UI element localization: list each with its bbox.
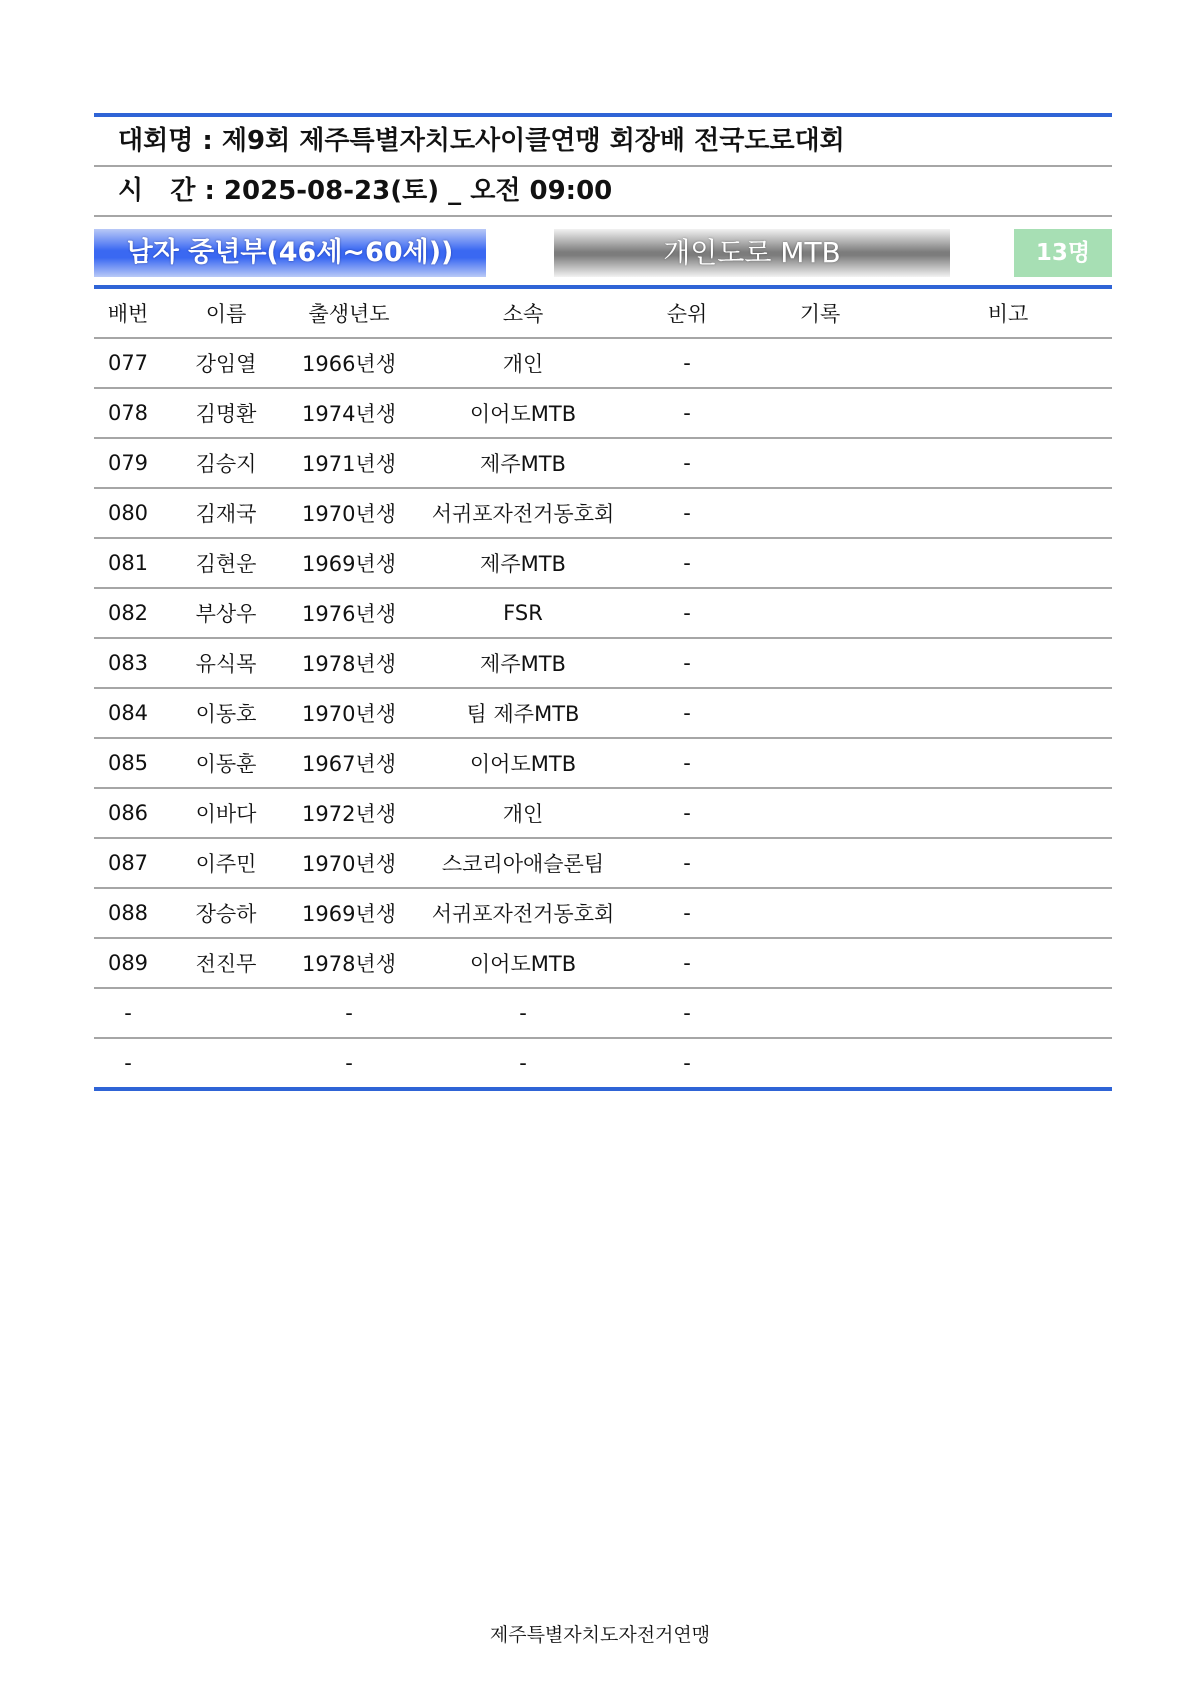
cell-name: 김명환 <box>162 388 290 438</box>
table-row <box>94 438 1112 488</box>
cell-note <box>904 638 1112 688</box>
cell-note <box>904 838 1112 888</box>
cell-record <box>736 338 904 388</box>
entrant-count-badge: 13명 <box>1014 229 1112 277</box>
time-label: 시 간 <box>118 176 196 206</box>
cell-club: - <box>408 988 638 1038</box>
table-row <box>94 488 1112 538</box>
cell-bib: 077 <box>94 338 162 388</box>
cell-birth-year: 1966년생 <box>290 338 408 388</box>
time-value: 2025-08-23(토) _ 오전 09:00 <box>223 176 613 206</box>
cell-note <box>904 788 1112 838</box>
cell-record <box>736 938 904 988</box>
col-header-note: 비고 <box>904 289 1112 338</box>
cell-record <box>736 838 904 888</box>
cell-club: 서귀포자전거동호회 <box>408 488 638 538</box>
cell-club: 팀 제주MTB <box>408 688 638 738</box>
col-header-birth-year: 출생년도 <box>290 289 408 338</box>
cell-bib: 080 <box>94 488 162 538</box>
cell-club: 이어도MTB <box>408 738 638 788</box>
cell-bib: 078 <box>94 388 162 438</box>
cell-name: 이동호 <box>162 688 290 738</box>
cell-bib: 086 <box>94 788 162 838</box>
cell-bib: - <box>94 988 162 1038</box>
event-label: 대회명 <box>118 126 194 156</box>
event-type-badge: 개인도로 MTB <box>554 229 950 277</box>
cell-bib: 081 <box>94 538 162 588</box>
table-header-row <box>94 289 1112 338</box>
footer-organization: 제주특별자치도자전거연맹 <box>489 1624 711 1646</box>
col-header-rank: 순위 <box>638 289 736 338</box>
cell-club: 서귀포자전거동호회 <box>408 888 638 938</box>
cell-record <box>736 538 904 588</box>
cell-rank: - <box>638 888 736 938</box>
cell-bib: 079 <box>94 438 162 488</box>
cell-record <box>736 1038 904 1088</box>
cell-bib: 083 <box>94 638 162 688</box>
cell-name <box>162 988 290 1038</box>
cell-name: 이동훈 <box>162 738 290 788</box>
cell-club: 스코리아애슬론팀 <box>408 838 638 888</box>
cell-rank: - <box>638 688 736 738</box>
cell-note <box>904 588 1112 638</box>
cell-record <box>736 588 904 638</box>
cell-note <box>904 738 1112 788</box>
cell-note <box>904 538 1112 588</box>
table-row <box>94 588 1112 638</box>
cell-name: 유식목 <box>162 638 290 688</box>
cell-birth-year: - <box>290 1038 408 1088</box>
cell-rank: - <box>638 588 736 638</box>
cell-record <box>736 638 904 688</box>
cell-rank: - <box>638 538 736 588</box>
cell-rank: - <box>638 638 736 688</box>
cell-birth-year: 1972년생 <box>290 788 408 838</box>
cell-bib: 089 <box>94 938 162 988</box>
cell-club: 이어도MTB <box>408 938 638 988</box>
table-row <box>94 538 1112 588</box>
cell-name: 김재국 <box>162 488 290 538</box>
time-line: 시 간 : 2025-08-23(토) _ 오전 09:00 <box>118 176 613 206</box>
cell-club: 제주MTB <box>408 638 638 688</box>
table-row <box>94 388 1112 438</box>
category-bar <box>94 229 1112 285</box>
header-divider-bottom <box>94 215 1112 217</box>
event-name-line: 대회명 : 제9회 제주특별자치도사이클연맹 회장배 전국도로대회 <box>118 126 845 156</box>
cell-note <box>904 338 1112 388</box>
cell-record <box>736 988 904 1038</box>
bottom-blue-rule <box>94 1087 1112 1091</box>
cell-rank: - <box>638 988 736 1038</box>
cell-birth-year: 1978년생 <box>290 638 408 688</box>
cell-name: 전진무 <box>162 938 290 988</box>
cell-name: 부상우 <box>162 588 290 638</box>
cell-record <box>736 688 904 738</box>
cell-record <box>736 738 904 788</box>
cell-birth-year: 1970년생 <box>290 488 408 538</box>
entry-table <box>94 289 1112 1089</box>
cell-note <box>904 488 1112 538</box>
cell-club: - <box>408 1038 638 1088</box>
cell-birth-year: - <box>290 988 408 1038</box>
cell-note <box>904 1038 1112 1088</box>
cell-rank: - <box>638 938 736 988</box>
col-header-club: 소속 <box>408 289 638 338</box>
cell-name: 장승하 <box>162 888 290 938</box>
table-row <box>94 738 1112 788</box>
table-row <box>94 788 1112 838</box>
cell-birth-year: 1967년생 <box>290 738 408 788</box>
cell-club: 이어도MTB <box>408 388 638 438</box>
cell-note <box>904 388 1112 438</box>
table-row <box>94 688 1112 738</box>
cell-name: 이주민 <box>162 838 290 888</box>
cell-bib: 088 <box>94 888 162 938</box>
table-row <box>94 988 1112 1038</box>
cell-rank: - <box>638 788 736 838</box>
cell-record <box>736 488 904 538</box>
cell-birth-year: 1974년생 <box>290 388 408 438</box>
cell-rank: - <box>638 388 736 438</box>
cell-bib: 087 <box>94 838 162 888</box>
cell-rank: - <box>638 488 736 538</box>
cell-note <box>904 438 1112 488</box>
division-badge: 남자 중년부(46세~60세)) <box>94 229 486 277</box>
cell-club: FSR <box>408 588 638 638</box>
cell-birth-year: 1976년생 <box>290 588 408 638</box>
col-header-name: 이름 <box>162 289 290 338</box>
cell-bib: - <box>94 1038 162 1088</box>
cell-birth-year: 1970년생 <box>290 838 408 888</box>
table-row <box>94 888 1112 938</box>
table-row <box>94 638 1112 688</box>
cell-birth-year: 1978년생 <box>290 938 408 988</box>
cell-birth-year: 1969년생 <box>290 538 408 588</box>
cell-bib: 084 <box>94 688 162 738</box>
cell-club: 개인 <box>408 338 638 388</box>
cell-rank: - <box>638 338 736 388</box>
cell-rank: - <box>638 738 736 788</box>
event-name: 제9회 제주특별자치도사이클연맹 회장배 전국도로대회 <box>221 126 845 156</box>
cell-name <box>162 1038 290 1088</box>
cell-rank: - <box>638 1038 736 1088</box>
cell-club: 제주MTB <box>408 538 638 588</box>
cell-name: 강임열 <box>162 338 290 388</box>
cell-birth-year: 1969년생 <box>290 888 408 938</box>
cell-club: 개인 <box>408 788 638 838</box>
results-sheet <box>94 113 1112 1091</box>
table-row <box>94 838 1112 888</box>
cell-name: 김승지 <box>162 438 290 488</box>
cell-name: 이바다 <box>162 788 290 838</box>
cell-rank: - <box>638 438 736 488</box>
cell-note <box>904 688 1112 738</box>
cell-name: 김현운 <box>162 538 290 588</box>
cell-note <box>904 988 1112 1038</box>
cell-rank: - <box>638 838 736 888</box>
cell-bib: 082 <box>94 588 162 638</box>
table-row <box>94 938 1112 988</box>
table-body <box>94 338 1112 1088</box>
cell-club: 제주MTB <box>408 438 638 488</box>
cell-birth-year: 1971년생 <box>290 438 408 488</box>
cell-note <box>904 938 1112 988</box>
cell-bib: 085 <box>94 738 162 788</box>
table-row <box>94 338 1112 388</box>
cell-record <box>736 388 904 438</box>
cell-birth-year: 1970년생 <box>290 688 408 738</box>
cell-record <box>736 438 904 488</box>
col-header-bib: 배번 <box>94 289 162 338</box>
cell-record <box>736 888 904 938</box>
col-header-record: 기록 <box>736 289 904 338</box>
cell-record <box>736 788 904 838</box>
table-row <box>94 1038 1112 1088</box>
cell-note <box>904 888 1112 938</box>
